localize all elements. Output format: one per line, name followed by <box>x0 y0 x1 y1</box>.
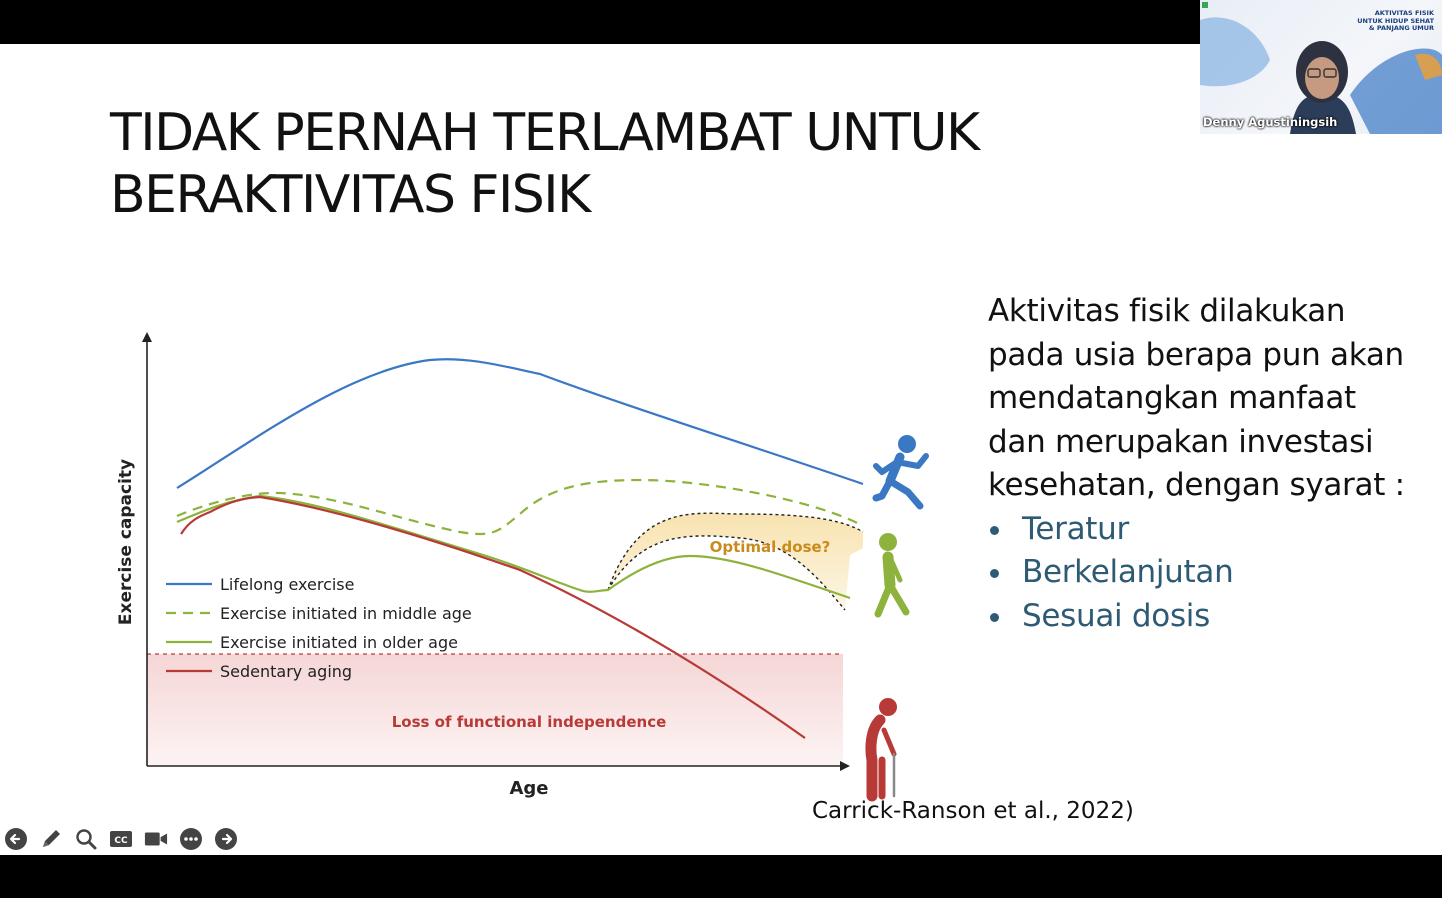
elderly-with-cane-icon <box>871 698 897 796</box>
camera-icon <box>144 827 168 851</box>
slideshow-toolbar <box>4 827 238 851</box>
previous-icon <box>4 827 28 851</box>
event-banner: AKTIVITAS FISIK UNTUK HIDUP SEHAT & PANJANG UMUR <box>1357 9 1434 32</box>
camera-button[interactable] <box>144 827 168 851</box>
slide-title-line-1: TIDAK PERNAH TERLAMBAT UNTUK <box>110 103 979 163</box>
slide-title-line-2: BERAKTIVITAS FISIK <box>110 165 590 225</box>
requirement-item: Sesuai dosis <box>988 595 1408 639</box>
previous-slide-button[interactable] <box>4 827 28 851</box>
zoom-button[interactable] <box>74 827 98 851</box>
x-axis-arrow <box>840 761 850 771</box>
captions-icon <box>109 827 133 851</box>
participant-name: Denny Agustiningsih <box>1203 115 1338 129</box>
next-icon <box>214 827 238 851</box>
requirement-item: Teratur <box>988 508 1408 552</box>
legend-label-sedentary-aging: Sedentary aging <box>220 662 353 681</box>
y-axis-arrow <box>142 332 152 342</box>
zoom-icon <box>74 827 98 851</box>
pen-tool-button[interactable] <box>39 827 63 851</box>
series-line-lifelong-exercise <box>177 359 863 488</box>
walker-icon <box>878 533 906 614</box>
y-axis-label: Exercise capacity <box>116 458 136 626</box>
requirement-item: Berkelanjutan <box>988 551 1408 595</box>
pen-icon <box>39 827 63 851</box>
participant-video-tile[interactable] <box>1200 0 1442 134</box>
legend-label-older-age: Exercise initiated in older age <box>220 633 458 652</box>
legend-label-lifelong-exercise: Lifelong exercise <box>220 575 355 594</box>
slide-body <box>988 290 1408 638</box>
slide-title <box>110 102 1090 226</box>
x-axis-label: Age <box>509 778 549 799</box>
loss-zone-label: Loss of functional independence <box>391 713 667 731</box>
requirements-list <box>988 508 1408 639</box>
exercise-capacity-chart <box>100 280 940 810</box>
captions-label: CC <box>114 836 128 846</box>
citation: Carrick-Ranson et al., 2022) <box>812 798 1134 824</box>
more-options-button[interactable] <box>179 827 203 851</box>
optimal-dose-label: Optimal dose? <box>709 538 831 556</box>
runner-icon <box>876 435 926 506</box>
presentation-slide <box>0 44 1442 855</box>
legend-label-middle-age: Exercise initiated in middle age <box>220 604 472 623</box>
slide-body-paragraph: Aktivitas fisik dilakukan pada usia berapa pun akan mendatangkan manfaat dan merupakan investasi kesehatan, dengan syarat : <box>988 293 1405 503</box>
captions-button[interactable] <box>109 827 133 851</box>
more-icon <box>179 827 203 851</box>
next-slide-button[interactable] <box>214 827 238 851</box>
